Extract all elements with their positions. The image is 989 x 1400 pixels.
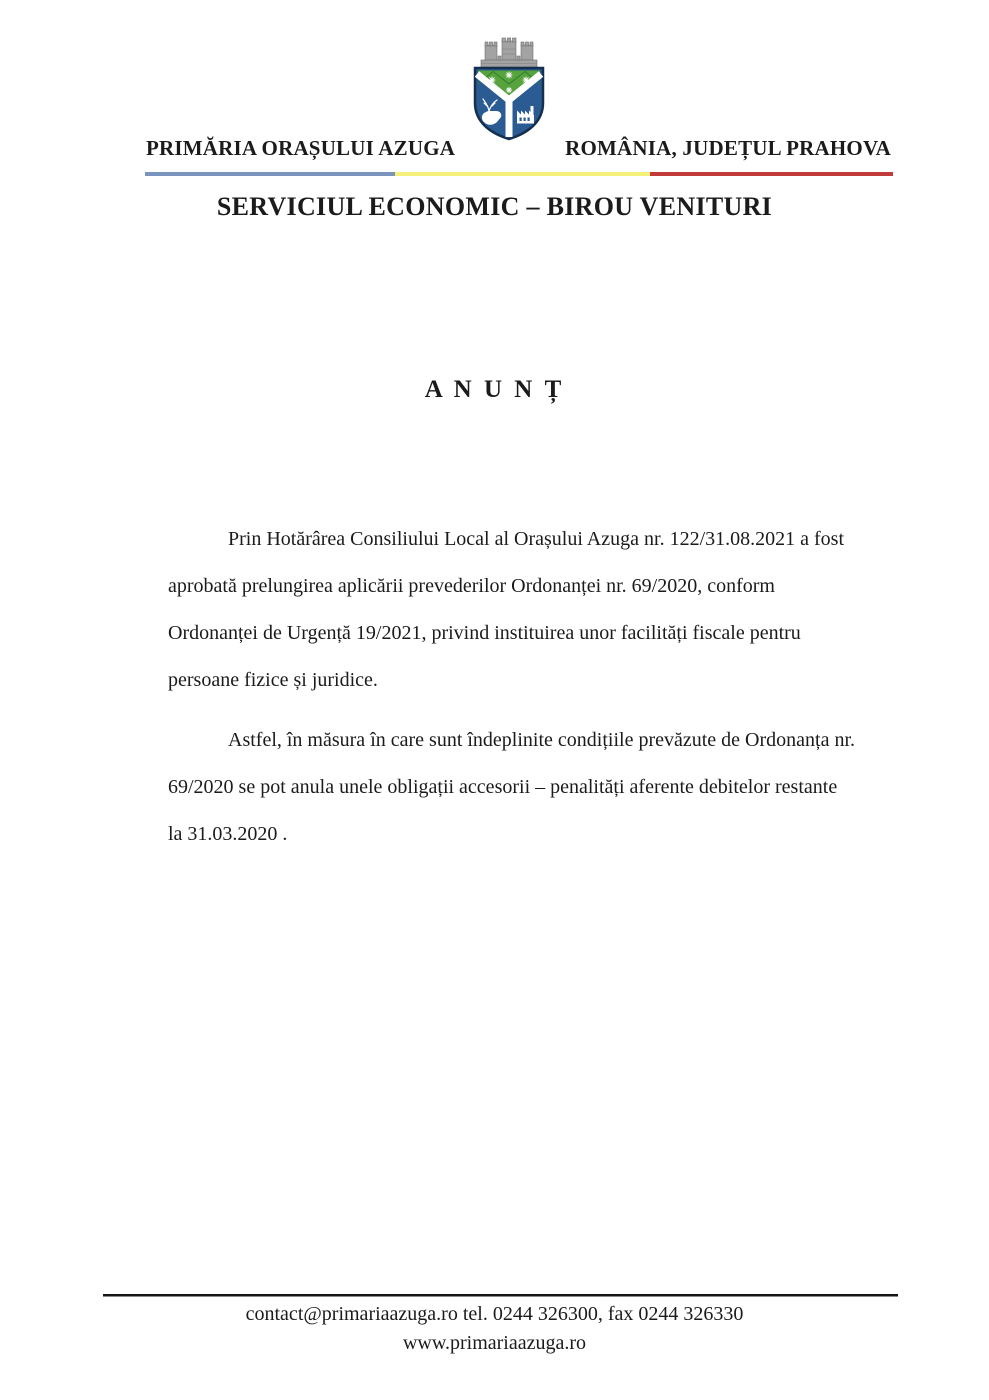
paragraph-1-line: persoane fizice și juridice. [168, 669, 378, 691]
footer-divider [103, 1294, 898, 1297]
department-title: SERVICIUL ECONOMIC – BIROU VENITURI [216, 192, 773, 221]
footer-website: www.primariaazuga.ro [402, 1332, 587, 1354]
org-name-left: PRIMĂRIA ORAȘULUI AZUGA [146, 136, 456, 160]
footer-contact-line: contact@primariaazuga.ro tel. 0244 326300, fax 0244 326330 [245, 1303, 744, 1325]
azuga-coat-of-arms-icon [471, 37, 547, 141]
paragraph-2 [168, 717, 913, 858]
announcement-title: A N U N Ț [424, 376, 565, 403]
paragraph-2-line: Astfel, în măsura în care sunt îndeplinite condițiile prevăzute de Ordonanța nr. [228, 729, 856, 751]
org-name-right: ROMÂNIA, JUDEȚUL PRAHOVA [565, 136, 891, 160]
footer [0, 1300, 989, 1358]
tricolor-yellow-segment [395, 172, 650, 176]
paragraph-1-line: aprobată prelungirea aplicării prevederilor Ordonanței nr. 69/2020, conform [168, 575, 775, 597]
paragraph-2-line: 69/2020 se pot anula unele obligații accesorii – penalități aferente debitelor restante [168, 776, 838, 798]
paragraph-2-line: la 31.03.2020 . [168, 823, 288, 845]
tricolor-red-segment [650, 172, 893, 176]
paragraph-1 [168, 516, 913, 704]
paragraph-1-line: Prin Hotărârea Consiliului Local al Orașului Azuga nr. 122/31.08.2021 a fost [228, 528, 844, 550]
paragraph-1-line: Ordonanței de Urgență 19/2021, privind instituirea unor facilități fiscale pentru [168, 622, 801, 644]
tricolor-blue-segment [145, 172, 395, 176]
tricolor-divider [145, 172, 893, 176]
